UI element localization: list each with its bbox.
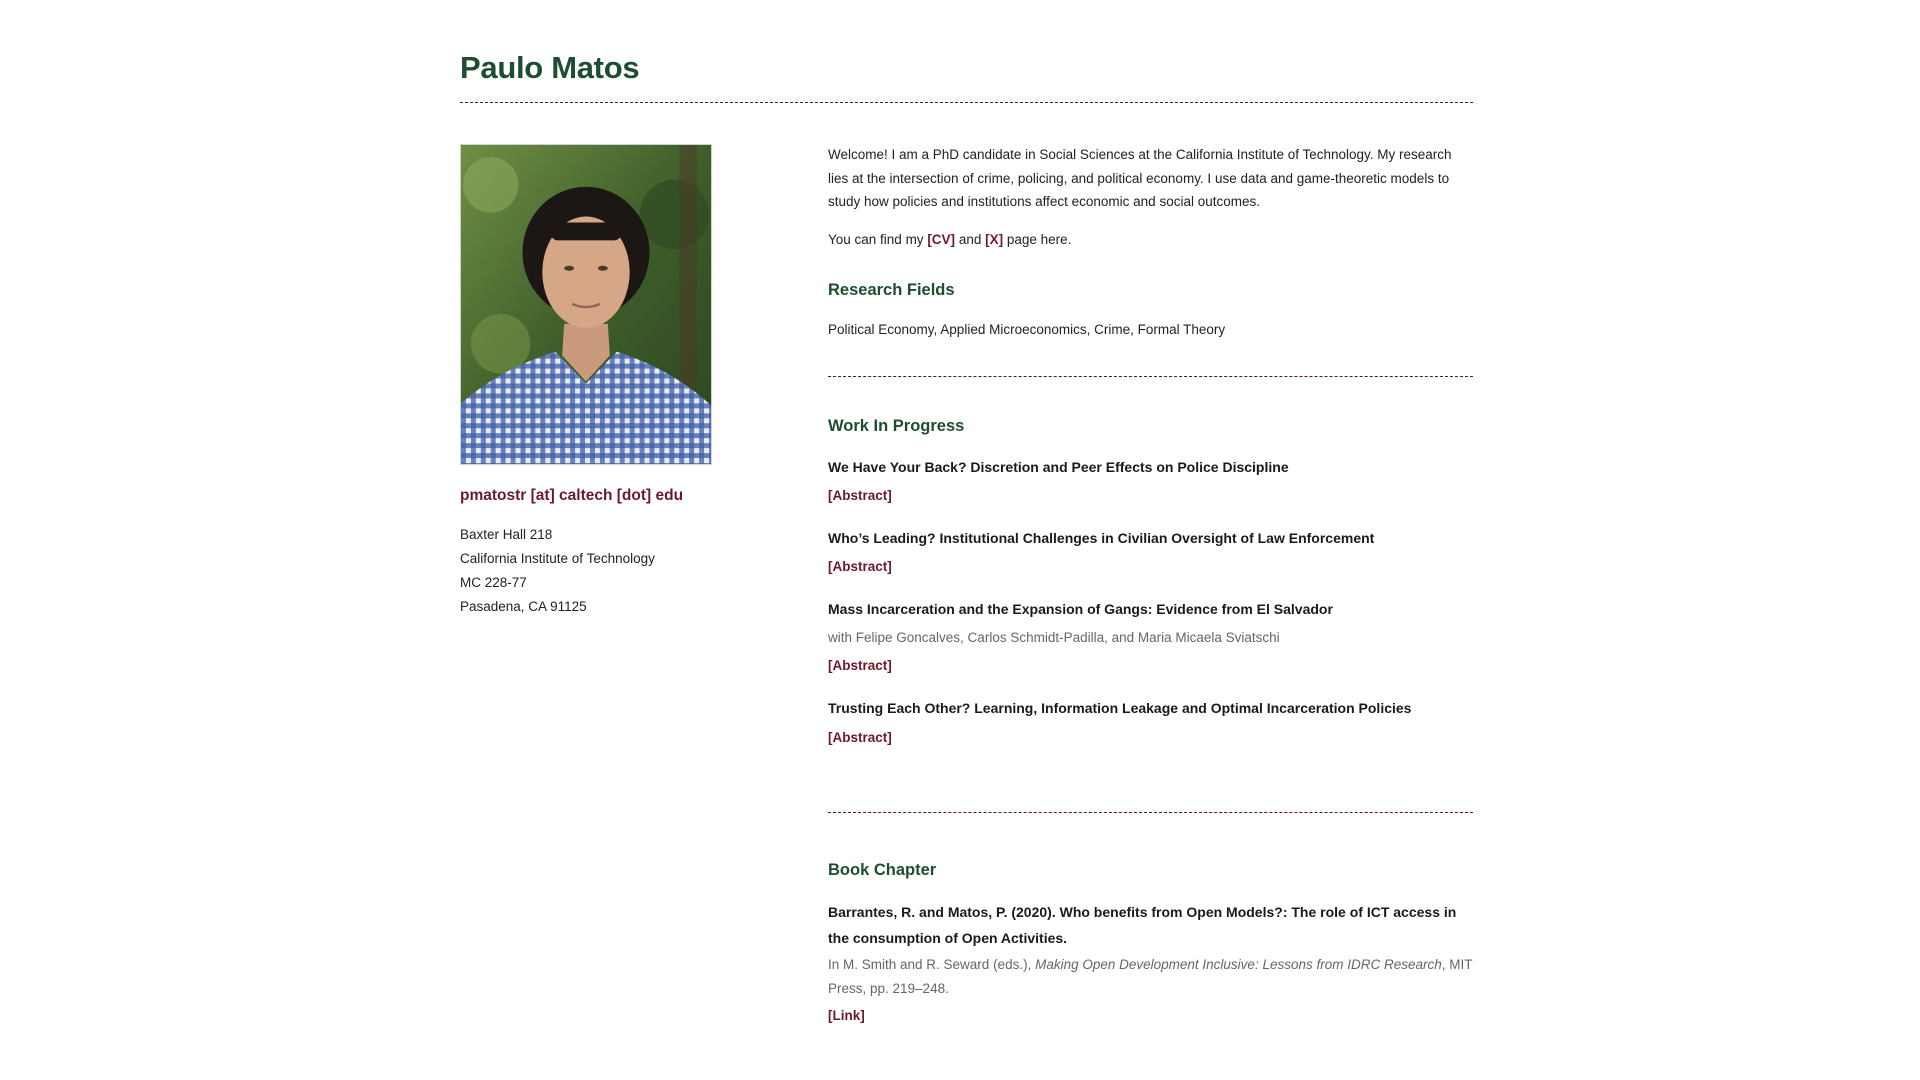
source-prefix: In M. Smith and R. Seward (eds.), [828, 957, 1036, 972]
x-profile-link[interactable]: [X] [985, 232, 1004, 247]
email-address: pmatostr [at] caltech [dot] edu [460, 487, 684, 504]
address-line: MC 228-77 [460, 575, 527, 590]
intro-paragraph: Welcome! I am a PhD candidate in Social Sciences at the California Institute of Technology. My research lies at the intersection of crime, policing, and political economy. I use data and game-theoretic models to study how policies and institutions affect economic and social outcomes. [828, 147, 1452, 209]
section-divider [828, 376, 1473, 377]
research-fields-text: Political Economy, Applied Microeconomics, Crime, Formal Theory [828, 322, 1226, 337]
links-prefix: You can find my [828, 232, 928, 247]
abstract-link[interactable]: [Abstract] [828, 488, 892, 503]
work-in-progress-heading: Work In Progress [828, 417, 965, 435]
paper-coauthors: with Felipe Goncalves, Carlos Schmidt-Padilla, and Maria Micaela Sviatschi [828, 630, 1280, 645]
links-suffix: page here. [1003, 232, 1072, 247]
abstract-link[interactable]: [Abstract] [828, 559, 892, 574]
section-divider [828, 812, 1473, 813]
profile-links-line [828, 228, 1473, 251]
header-divider [460, 102, 1473, 103]
address-line: Baxter Hall 218 [460, 527, 553, 542]
paper-title: Mass Incarceration and the Expansion of Gangs: Evidence from El Salvador [828, 601, 1333, 617]
book-chapter-heading: Book Chapter [828, 861, 937, 879]
book-chapter-link[interactable]: [Link] [828, 1008, 865, 1023]
source-suffix: , MIT Press, pp. 219–248. [828, 957, 1473, 996]
profile-photo [460, 144, 712, 465]
links-middle: and [955, 232, 986, 247]
research-fields-heading: Research Fields [828, 281, 955, 299]
abstract-link[interactable]: [Abstract] [828, 658, 892, 673]
address-line: Pasadena, CA 91125 [460, 599, 587, 614]
page-title: Paulo Matos [460, 50, 640, 85]
paper-title: Who’s Leading? Institutional Challenges in Civilian Oversight of Law Enforcement [828, 530, 1375, 546]
book-chapter-source [828, 953, 1473, 1001]
portrait-image [461, 145, 711, 464]
postal-address [460, 523, 655, 619]
book-title: Making Open Development Inclusive: Lessons from IDRC Research [1035, 957, 1442, 972]
paper-title: We Have Your Back? Discretion and Peer Effects on Police Discipline [828, 459, 1289, 475]
abstract-link[interactable]: [Abstract] [828, 730, 892, 745]
cv-link[interactable]: [CV] [927, 232, 956, 247]
paper-title: Trusting Each Other? Learning, Information Leakage and Optimal Incarceration Policies [828, 700, 1412, 716]
address-line: California Institute of Technology [460, 551, 655, 566]
book-chapter-citation: Barrantes, R. and Matos, P. (2020). Who benefits from Open Models?: The role of ICT access in the consumption of Open Activities. [828, 904, 1457, 946]
